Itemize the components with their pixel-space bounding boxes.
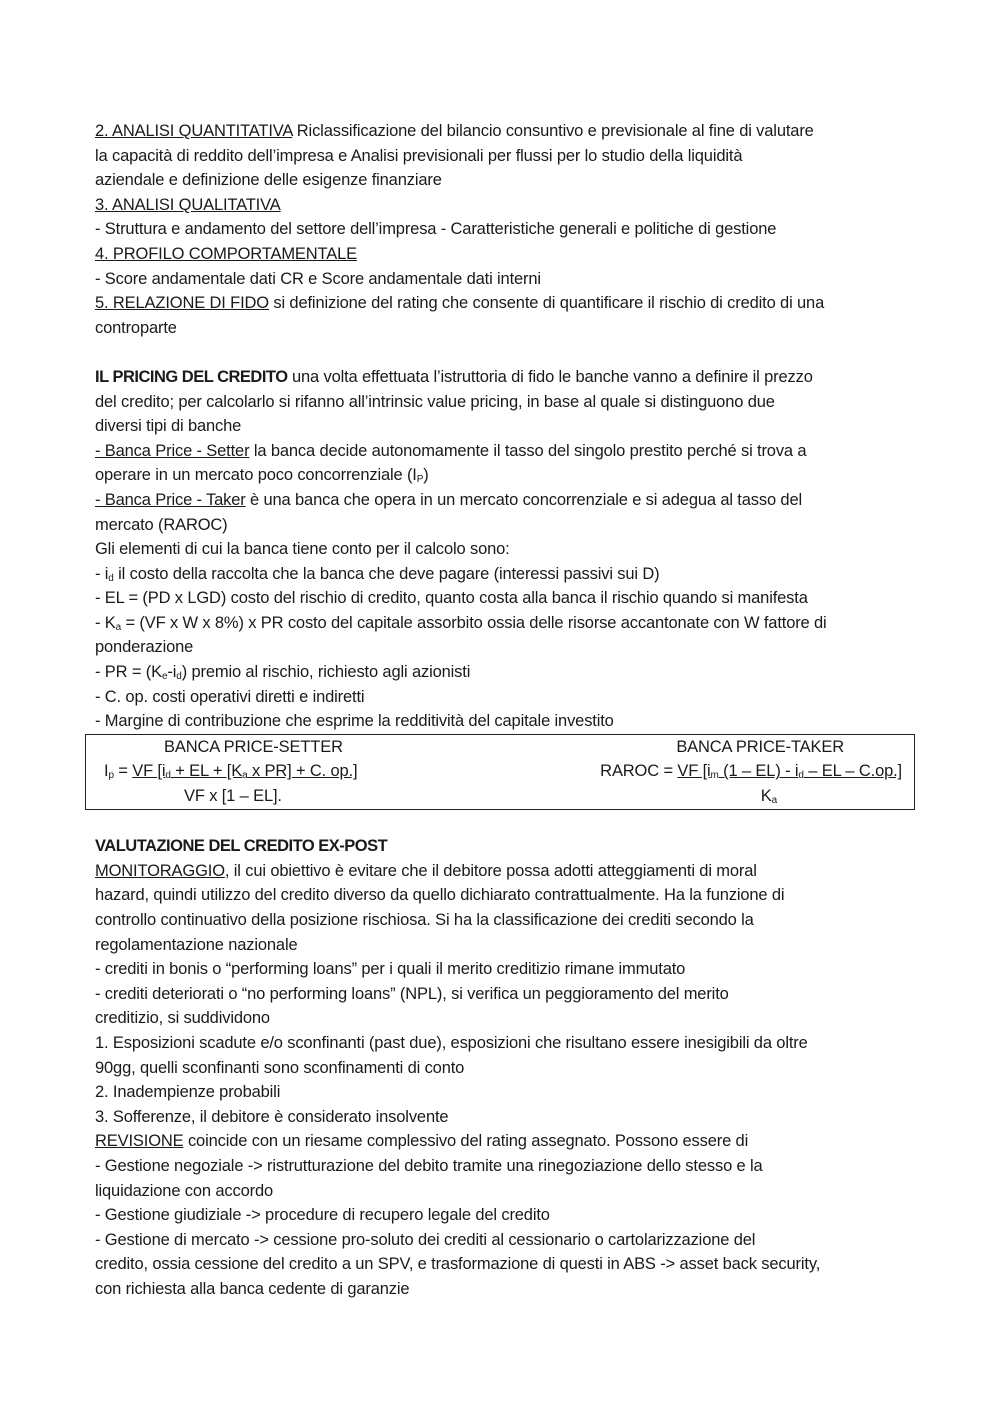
text-line: del credito; per calcolarlo si rifanno all’intrinsic value pricing, in base al quale si distinguono due xyxy=(95,392,775,411)
bold-heading: IL PRICING DEL CREDITO xyxy=(95,367,288,386)
text-line: aziendale e definizione delle esigenze finanziare xyxy=(95,171,442,190)
formula-numerator-line xyxy=(86,759,500,784)
text-line: ponderazione xyxy=(95,638,194,657)
spacer xyxy=(95,810,915,835)
list-item: - Gestione giudiziale -> procedure di recupero legale del credito xyxy=(95,1206,550,1225)
formula-numerator-line xyxy=(500,759,902,784)
text: x PR] + C. op.] xyxy=(247,762,358,781)
text-line: mercato (RAROC) xyxy=(95,515,228,534)
text: (1 – EL) - i xyxy=(718,762,799,781)
price-setter-formula xyxy=(86,735,500,809)
list-item: - Gestione di mercato -> cessione pro-soluto dei crediti al cessionario o cartolarizzazione del xyxy=(95,1230,756,1249)
text-line: diversi tipi di banche xyxy=(95,417,242,436)
section-heading: 3. ANALISI QUALITATIVA xyxy=(95,195,281,214)
list-item: - EL = (PD x LGD) costo del rischio di credito, quanto costa alla banca il rischio quando si manifesta xyxy=(95,589,808,608)
text: - K xyxy=(95,613,116,632)
formula-denominator: VF x [1 – EL]. xyxy=(184,787,282,806)
text-line: regolamentazione nazionale xyxy=(95,935,298,954)
numbered-item: 2. Inadempienze probabili xyxy=(95,1083,281,1102)
list-item xyxy=(95,562,915,587)
text: -i xyxy=(167,663,177,682)
text-line: creditizio, si suddividono xyxy=(95,1009,270,1028)
text: VF [i xyxy=(677,762,711,781)
text-line: controparte xyxy=(95,318,177,337)
subscript: d xyxy=(176,671,182,683)
formula-numerator xyxy=(677,762,902,780)
bold-heading: VALUTAZIONE DEL CREDITO EX-POST xyxy=(95,837,388,856)
subscript: a xyxy=(242,770,248,782)
monitoraggio-label: MONITORAGGIO xyxy=(95,861,225,880)
text-line: hazard, quindi utilizzo del credito diverso da quello dichiarato contrattualmente. Ha la funzione di xyxy=(95,886,785,905)
price-setter-line xyxy=(95,439,915,464)
text: una volta effettuata l’istruttoria di fido le banche vanno a definire il prezzo xyxy=(287,367,813,386)
spacer xyxy=(95,340,915,365)
list-item xyxy=(95,611,915,636)
text: Riclassificazione del bilancio consuntivo e previsionale al fine di valutare xyxy=(292,122,814,140)
price-taker-formula xyxy=(500,735,914,809)
text: – EL – C.op.] xyxy=(803,762,902,781)
formula-title: BANCA PRICE-SETTER xyxy=(164,737,343,756)
text: RAROC = xyxy=(600,762,678,781)
numbered-item: 1. Esposizioni scadute e/o sconfinanti (past due), esposizioni che risultano essere inesigibili da oltre xyxy=(95,1033,808,1052)
subscript: d xyxy=(108,572,114,584)
paragraph-analisi-quantitativa xyxy=(95,119,915,144)
text-line: - Struttura e andamento del settore dell’impresa - Caratteristiche generali e politiche di gestione xyxy=(95,220,777,239)
text: ) xyxy=(423,466,429,485)
text: - PR = (K xyxy=(95,663,162,682)
subscript: m xyxy=(710,770,719,782)
text: la banca decide autonomamente il tasso del singolo prestito perché si trova a xyxy=(249,441,807,460)
subscript: P xyxy=(416,474,424,486)
formula-numerator xyxy=(132,762,357,780)
text-line: credito, ossia cessione del credito a un SPV, e trasformazione di questi in ABS -> asset back security, xyxy=(95,1255,821,1274)
paragraph-revisione xyxy=(95,1129,915,1154)
section-heading: 4. PROFILO COMPORTAMENTALE xyxy=(95,244,357,263)
text: operare in un mercato poco concorrenziale (I xyxy=(95,466,417,485)
list-item: - Margine di contribuzione che esprime la redditività del capitale investito xyxy=(95,712,614,731)
paragraph-monitoraggio xyxy=(95,859,915,884)
text: ) premio al rischio, richiesto agli azionisti xyxy=(181,663,471,682)
subscript: p xyxy=(108,770,114,782)
text-line: 90gg, quelli sconfinanti sono sconfinamenti di conto xyxy=(95,1058,465,1077)
text: il costo della raccolta che la banca che deve pagare (interessi passivi sui D) xyxy=(113,564,660,583)
text-line: con richiesta alla banca cedente di garanzie xyxy=(95,1279,410,1298)
text: coincide con un riesame complessivo del rating assegnato. Possono essere di xyxy=(183,1132,749,1151)
paragraph-pricing xyxy=(95,365,915,390)
formula-denominator xyxy=(500,784,902,809)
list-item: - crediti in bonis o “performing loans” per i quali il merito creditizio rimane immutato xyxy=(95,960,686,979)
price-taker-line xyxy=(95,488,915,513)
price-setter-label: - Banca Price - Setter xyxy=(95,441,250,460)
list-item: - Gestione negoziale -> ristrutturazione del debito tramite una rinegoziazione dello stesso e la xyxy=(95,1156,763,1175)
subscript: d xyxy=(165,770,171,782)
text: si definizione del rating che consente di quantificare il rischio di credito di una xyxy=(268,294,825,313)
text: è una banca che opera in un mercato concorrenziale e si adegua al tasso del xyxy=(245,490,802,509)
text: VF [i xyxy=(132,762,166,781)
numbered-item: 3. Sofferenze, il debitore è considerato insolvente xyxy=(95,1107,449,1126)
revisione-label: REVISIONE xyxy=(95,1132,184,1151)
subscript: a xyxy=(771,795,777,807)
text: K xyxy=(760,787,772,806)
formula-box xyxy=(85,734,915,810)
text-line: la capacità di reddito dell’impresa e Analisi previsionali per flussi per lo studio della liquidità xyxy=(95,146,743,165)
list-item: - C. op. costi operativi diretti e indiretti xyxy=(95,687,365,706)
text: = (VF x W x 8%) x PR costo del capitale assorbito ossia delle risorse accantonate con W fattore di xyxy=(121,613,827,632)
list-item: - crediti deteriorati o “no performing loans” (NPL), si verifica un peggioramento del merito xyxy=(95,984,729,1003)
section-heading: 5. RELAZIONE DI FIDO xyxy=(95,294,269,313)
subscript: d xyxy=(798,770,804,782)
text-line: Gli elementi di cui la banca tiene conto per il calcolo sono: xyxy=(95,540,510,559)
text-line: liquidazione con accordo xyxy=(95,1181,274,1200)
document-page xyxy=(95,119,915,1302)
list-item xyxy=(95,660,915,685)
subscript: e xyxy=(161,671,168,683)
section-heading: 2. ANALISI QUANTITATIVA xyxy=(95,122,293,140)
formula-title: BANCA PRICE-TAKER xyxy=(676,737,844,756)
text: = xyxy=(113,762,133,781)
text: + EL + [K xyxy=(170,762,243,781)
text: , il cui obiettivo è evitare che il debitore possa adotti atteggiamenti di moral xyxy=(224,861,757,880)
price-taker-label: - Banca Price - Taker xyxy=(95,490,246,509)
paragraph-relazione-fido xyxy=(95,291,915,316)
text: - i xyxy=(95,564,109,583)
text-line: - Score andamentale dati CR e Score andamentale dati interni xyxy=(95,269,541,288)
text-line: controllo continuativo della posizione rischiosa. Si ha la classificazione dei crediti secondo la xyxy=(95,911,754,929)
text: I xyxy=(104,762,109,781)
text-line xyxy=(95,463,915,488)
subscript: a xyxy=(115,621,122,633)
